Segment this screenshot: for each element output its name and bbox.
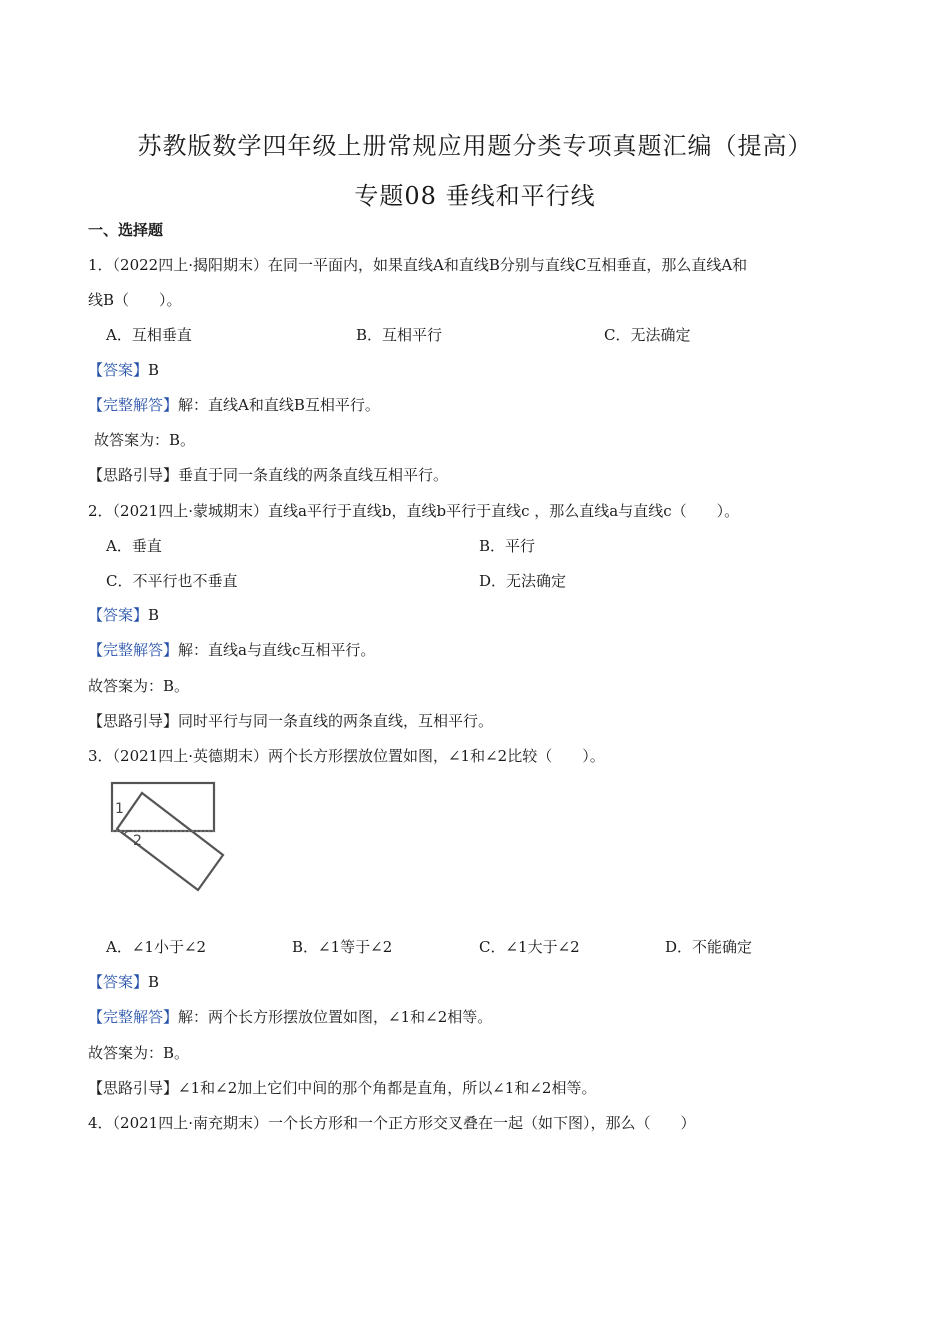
q3-option-c: C．∠1大于∠2 <box>479 938 580 956</box>
q1-solution-text: 解：直线A和直线B互相平行。 <box>178 396 380 414</box>
q2-answer-label: 【答案】 <box>88 606 149 624</box>
q2-answer-value: B <box>148 606 160 624</box>
q3-answer <box>88 971 159 992</box>
q2-solution-label: 【完整解答】 <box>88 641 179 659</box>
q1-answer <box>88 359 159 380</box>
q2-option-d: D．无法确定 <box>479 572 567 590</box>
q2-option-a: A．垂直 <box>106 537 162 555</box>
q1-answer-label: 【答案】 <box>88 361 149 379</box>
q2-hint-label: 【思路引导】 <box>88 712 179 730</box>
q2-answer <box>88 604 159 625</box>
q3-solution <box>88 1006 492 1027</box>
q1-answer-value: B <box>148 361 160 379</box>
q1-hint <box>88 464 448 485</box>
q4-stem: 4．（2021四上·南充期末）一个长方形和一个正方形交叉叠在一起（如下图），那么（ ） <box>88 1114 696 1132</box>
q2-hint <box>88 710 493 731</box>
q3-angle-1-label: 1 <box>115 801 124 817</box>
q3-solution-label: 【完整解答】 <box>88 1008 179 1026</box>
q3-hint <box>88 1077 596 1098</box>
q1-option-a: A．互相垂直 <box>106 326 192 344</box>
q3-hint-text: ∠1和∠2加上它们中间的那个角都是直角，所以∠1和∠2相等。 <box>178 1079 597 1097</box>
q2-solution-text: 解：直线a与直线c互相平行。 <box>178 641 376 659</box>
q1-solution-label: 【完整解答】 <box>88 396 179 414</box>
q1-hint-label: 【思路引导】 <box>88 466 179 484</box>
q3-rectangles-figure <box>100 775 235 900</box>
q3-hint-label: 【思路引导】 <box>88 1079 179 1097</box>
q2-hint-text: 同时平行与同一条直线的两条直线，互相平行。 <box>178 712 494 730</box>
q1-conclusion: 故答案为：B。 <box>94 431 196 449</box>
q3-horizontal-rectangle <box>112 783 214 831</box>
q3-stem: 3．（2021四上·英德期末）两个长方形摆放位置如图，∠1和∠2比较（ ）。 <box>88 747 605 765</box>
q1-option-c: C．无法确定 <box>604 326 691 344</box>
q3-angle-2-label: 2 <box>133 833 142 849</box>
q3-option-b: B．∠1等于∠2 <box>292 938 393 956</box>
q2-solution <box>88 639 375 660</box>
q2-option-b: B．平行 <box>479 537 536 555</box>
q1-stem-line1: 1．（2022四上·揭阳期末）在同一平面内，如果直线A和直线B分别与直线C互相垂直，那么直线A和 <box>88 256 748 274</box>
q3-conclusion: 故答案为：B。 <box>88 1044 190 1062</box>
q1-stem-line2: 线B（ ）。 <box>88 291 182 309</box>
q3-option-d: D．不能确定 <box>665 938 753 956</box>
q2-stem: 2．（2021四上·蒙城期末）直线a平行于直线b，直线b平行于直线c ，那么直线a与直线c（ ）。 <box>88 502 740 520</box>
q2-option-c: C．不平行也不垂直 <box>106 572 238 590</box>
q1-hint-text: 垂直于同一条直线的两条直线互相平行。 <box>178 466 449 484</box>
q1-option-b: B．互相平行 <box>356 326 443 344</box>
q3-solution-text: 解：两个长方形摆放位置如图，∠1和∠2相等。 <box>178 1008 493 1026</box>
q3-option-a: A．∠1小于∠2 <box>106 938 207 956</box>
document-title: 苏教版数学四年级上册常规应用题分类专项真题汇编（提高） <box>137 132 813 160</box>
q1-solution <box>88 394 380 415</box>
q3-answer-label: 【答案】 <box>88 973 149 991</box>
q3-answer-value: B <box>148 973 160 991</box>
section-heading: 一、选择题 <box>88 221 164 239</box>
document-subtitle: 专题08 垂线和平行线 <box>354 182 596 210</box>
q2-conclusion: 故答案为：B。 <box>88 677 190 695</box>
